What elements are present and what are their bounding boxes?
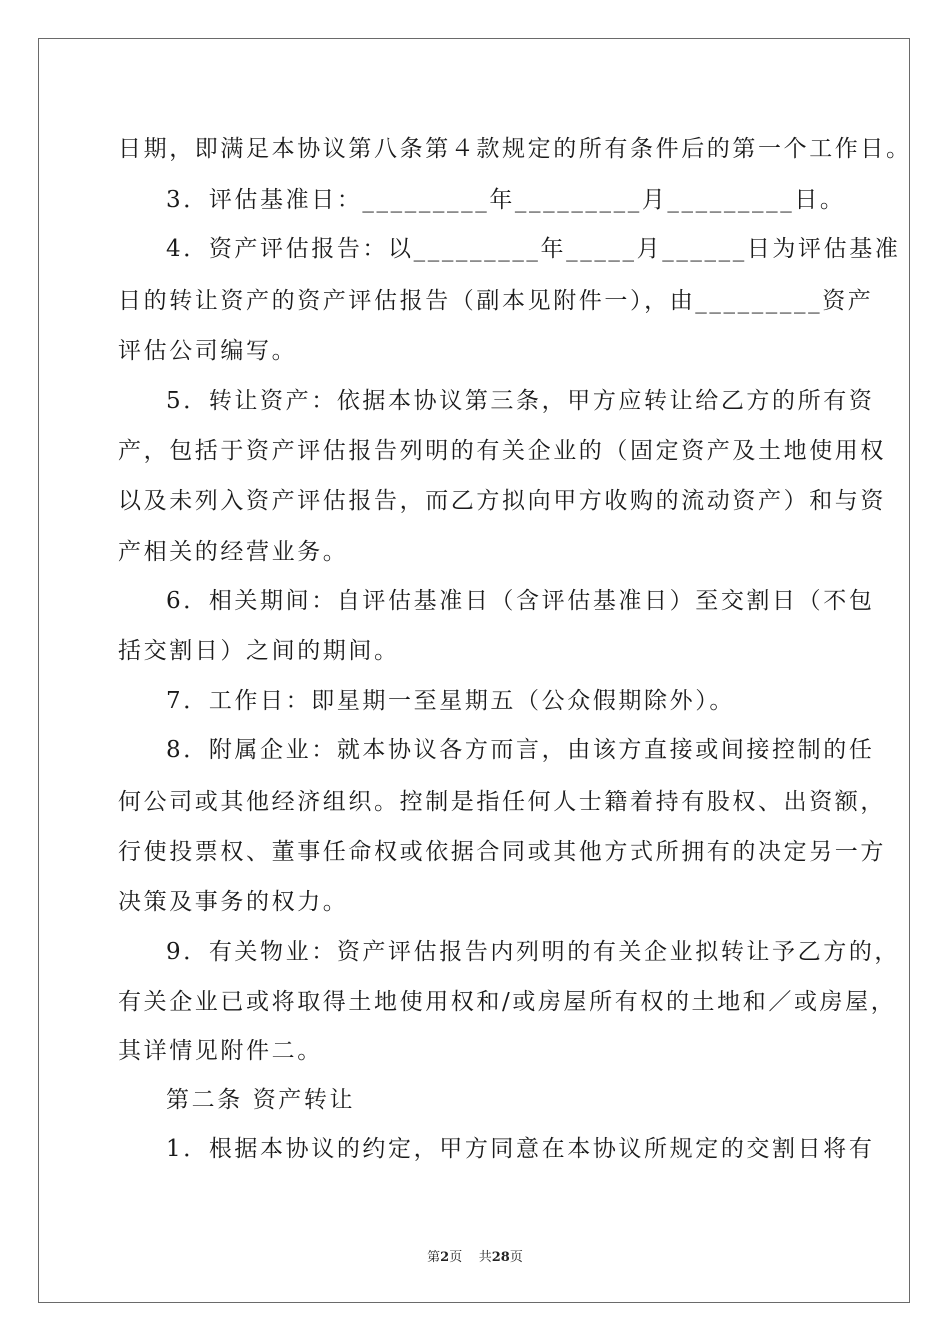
text-line-2: 3．评估基准日：_________年_________月_________日。 [166,187,846,213]
text-line-5: 评估公司编写。 [118,338,298,364]
text-line-8: 以及未列入资产评估报告，而乙方拟向甲方收购的流动资产）和与资 [118,488,886,514]
text-line-4: 日的转让资产的资产评估报告（副本见附件一），由_________资产 [118,288,874,314]
text-line-7: 产，包括于资产评估报告列明的有关企业的（固定资产及土地使用权 [118,438,886,464]
total-pages: 28 [491,1250,510,1265]
text-line-18: 有关企业已或将取得土地使用权和/或房屋所有权的土地和／或房屋， [118,989,897,1015]
text-line-1: 日期，即满足本协议第八条第４款规定的所有条件后的第一个工作日。 [118,136,912,162]
page-footer [0,1246,950,1265]
text-line-6: 5．转让资产：依据本协议第三条，甲方应转让给乙方的所有资 [166,388,875,414]
text-line-15: 行使投票权、董事任命权或依据合同或其他方式所拥有的决定另一方 [118,839,886,865]
text-line-11: 括交割日）之间的期间。 [118,638,400,664]
page-number: 2 [440,1250,450,1265]
text-line-3: 4．资产评估报告：以_________年_____月______日为评估基准 [166,236,901,262]
page-prefix: 第 [427,1250,441,1265]
text-line-19: 其详情见附件二。 [118,1038,323,1064]
total-suffix: 页 [509,1250,523,1265]
text-line-17: 9．有关物业：资产评估报告内列明的有关企业拟转让予乙方的， [166,939,901,965]
text-line-13: 8．附属企业：就本协议各方而言，由该方直接或间接控制的任 [166,737,875,763]
text-line-21: 1．根据本协议的约定，甲方同意在本协议所规定的交割日将有 [166,1136,875,1162]
text-line-16: 决策及事务的权力。 [118,889,349,915]
text-line-10: 6．相关期间：自评估基准日（含评估基准日）至交割日（不包 [166,588,875,614]
text-line-14: 何公司或其他经济组织。控制是指任何人士籍着持有股权、出资额， [118,789,886,815]
text-line-12: 7．工作日：即星期一至星期五（公众假期除外）。 [166,688,735,714]
total-prefix: 共 [478,1250,492,1265]
section-heading: 第二条 资产转让 [166,1087,356,1113]
page-suffix: 页 [449,1250,463,1265]
text-line-9: 产相关的经营业务。 [118,539,349,565]
